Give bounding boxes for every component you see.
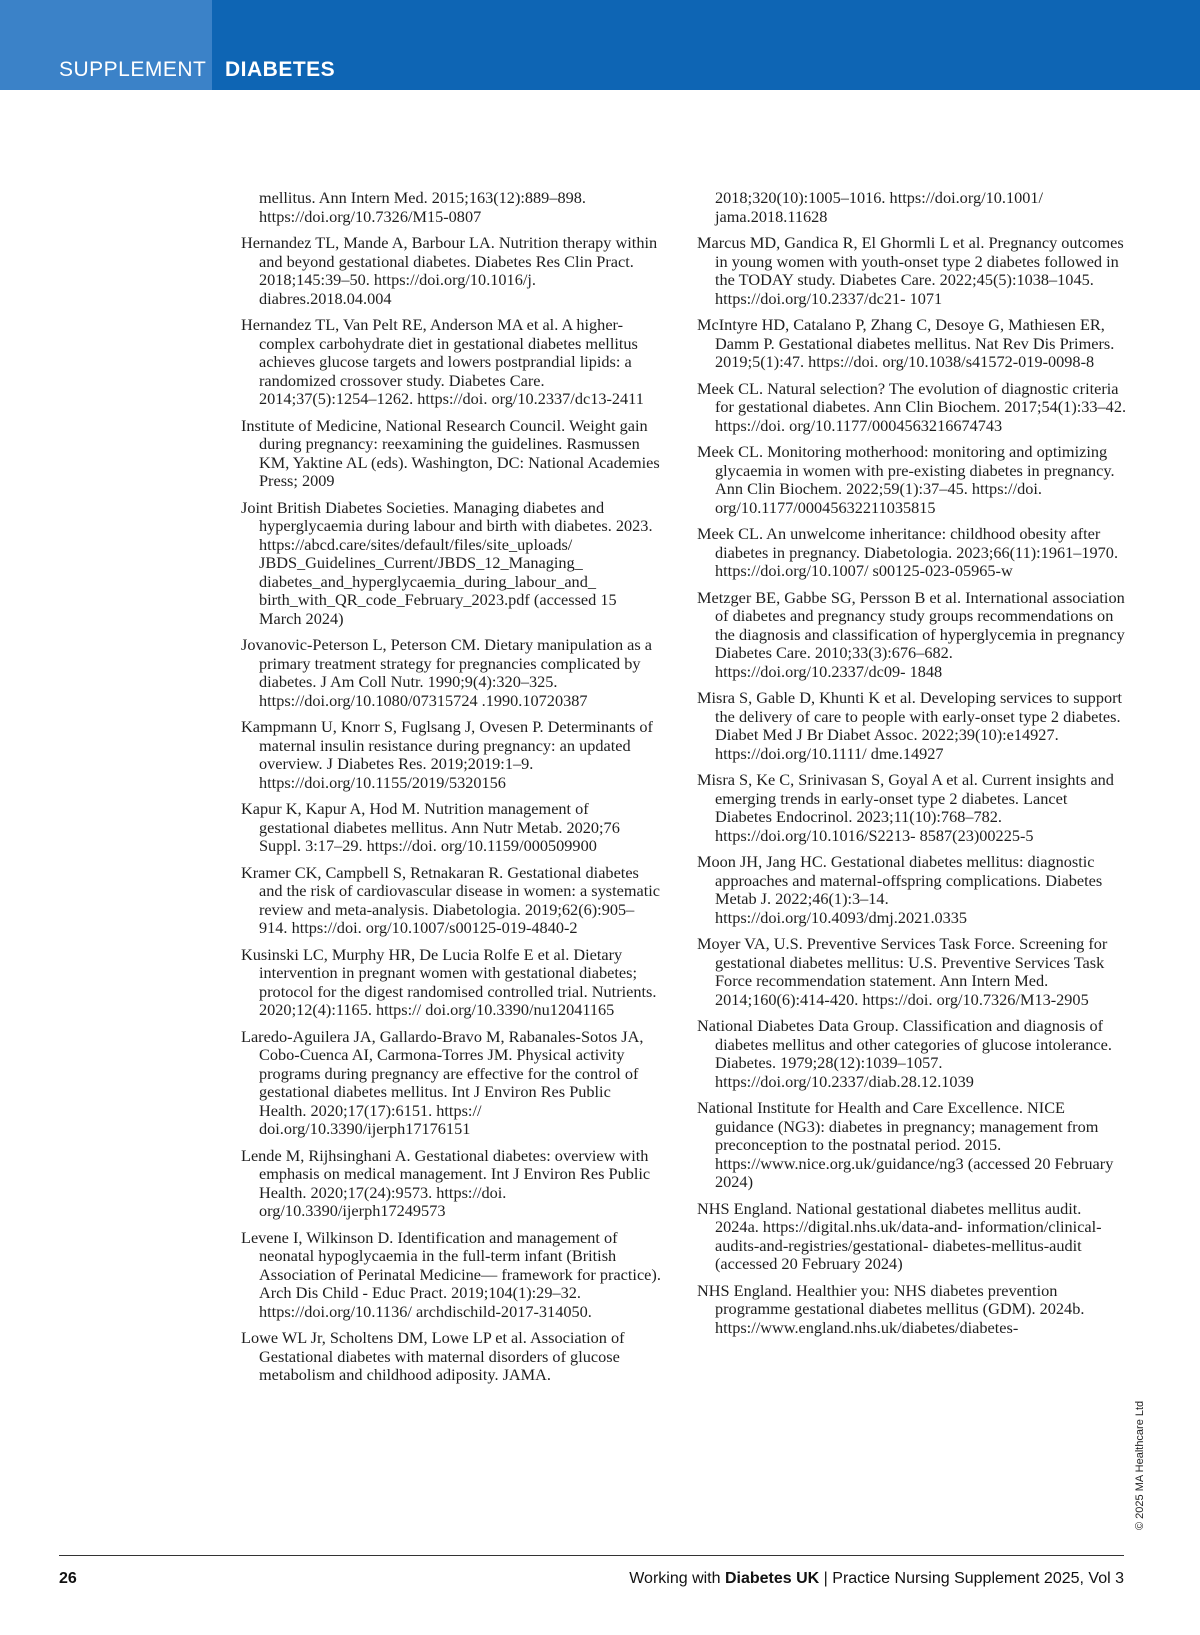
reference-item: National Diabetes Data Group. Classification and diagnosis of diabetes mellitus and other categories of glucose intolerance. Diabetes. 1979;28(12):1039–1057. https://doi.org/10.2337/diab.28.12.1039 [697,1016,1112,1091]
footer-brand: Diabetes UK [724,1570,820,1587]
page-number: 26 [59,1570,77,1587]
reference-item: Jovanovic-Peterson L, Peterson CM. Dietary manipulation as a primary treatment strategy for pregnancies complicated by diabetes. J Am Coll Nutr. 1990;9(4):320–325. https://doi.org/10.1080/07315724 .1990.10720387 [241,635,653,710]
reference-item: Meek CL. Natural selection? The evolution of diagnostic criteria for gestational diabetes. Ann Clin Biochem. 2017;54(1):33–42. https://doi. org/10.1177/0004563216674743 [697,378,1127,435]
reference-item: Kusinski LC, Murphy HR, De Lucia Rolfe E et al. Dietary intervention in pregnant women with gestational diabetes; protocol for the digest randomised controlled trial. Nutrients. 2020;12(4):1165. https:// doi.org/10.3390/nu12041165 [241,944,657,1019]
reference-item: Misra S, Ke C, Srinivasan S, Goyal A et al. Current insights and emerging trends in early-onset type 2 diabetes. Lancet Diabetes Endocrinol. 2023;11(10):768–782. https://doi.org/10.1016/S2213- 8587(23)00225-5 [697,770,1114,845]
reference-item: Metzger BE, Gabbe SG, Persson B et al. International association of diabetes and pregnancy study groups recommendations on the diagnosis and classification of hyperglycemia in pregnancy Diabetes Care. 2010;33(3):676–682. https://doi.org/10.2337/dc09- 1848 [697,587,1125,681]
reference-item: Marcus MD, Gandica R, El Ghormli L et al. Pregnancy outcomes in young women with youth-onset type 2 diabetes followed in the TODAY study. Diabetes Care. 2022;45(5):1038–1045. https://doi.org/10.2337/dc21- 1071 [697,233,1124,308]
references-column-left [241,189,661,1393]
reference-item: Misra S, Gable D, Khunti K et al. Developing services to support the delivery of care to people with early-onset type 2 diabetes. Diabet Med J Br Diabet Assoc. 2022;39(10):e14927. https://doi.org/10.1111/ dme.14927 [697,688,1123,763]
reference-item: National Institute for Health and Care Excellence. NICE guidance (NG3): diabetes in pregnancy; management from preconception to the postnatal period. 2015. https://www.nice.org.uk/guidance/ng3 (accessed 20 February 2024) [697,1098,1114,1191]
footer-prefix: Working with [629,1570,725,1587]
references-column-right [697,189,1127,1345]
reference-item: Meek CL. Monitoring motherhood: monitoring and optimizing glycaemia in women with pre-existing diabetes in pregnancy. Ann Clin Biochem. 2022;59(1):37–45. https://doi. org/10.1177/00045632211035815 [697,442,1115,517]
reference-item: Kapur K, Kapur A, Hod M. Nutrition management of gestational diabetes mellitus. Ann Nutr Metab. 2020;76 Suppl. 3:17–29. https://doi. org/10.1159/000509900 [241,799,620,855]
footer-divider [59,1555,1124,1556]
reference-item: Meek CL. An unwelcome inheritance: childhood obesity after diabetes in pregnancy. Diabetologia. 2023;66(11):1961–1970. https://doi.org/10.1007/ s00125-023-05965-w [697,524,1119,580]
reference-item: Moon JH, Jang HC. Gestational diabetes mellitus: diagnostic approaches and maternal-offspring complications. Diabetes Metab J. 2022;46(1):3–14. https://doi.org/10.4093/dmj.2021.0335 [697,852,1103,927]
reference-item: Kramer CK, Campbell S, Retnakaran R. Gestational diabetes and the risk of cardiovascular disease in women: a systematic review and meta-analysis. Diabetologia. 2019;62(6):905–914. https://doi. org/10.1007/s00125-019-4840-2 [241,862,661,937]
header-topic-label: DIABETES [225,58,336,81]
reference-item: Hernandez TL, Van Pelt RE, Anderson MA et al. A higher-complex carbohydrate diet in gestational diabetes mellitus achieves glucose targets and lowers postprandial lipids: a randomized crossover study. Diabetes Care. 2014;37(5):1254–1262. https://doi. org/10.2337/dc13-2411 [241,315,644,408]
reference-item: Levene I, Wilkinson D. Identification and management of neonatal hypoglycaemia in the full-term infant (British Association of Perinatal Medicine— framework for practice). Arch Dis Child - Educ Pract. 2019;104(1):29–32. https://doi.org/10.1136/ archdischild-2017-314050. [241,1227,661,1321]
reference-item: 2018;320(10):1005–1016. https://doi.org/10.1001/ jama.2018.11628 [715,188,1044,226]
reference-item: Moyer VA, U.S. Preventive Services Task Force. Screening for gestational diabetes mellitus: U.S. Preventive Services Task Force recommendation statement. Ann Intern Med. 2014;160(6):414-420. https://doi. org/10.7326/M13-2905 [697,934,1108,1009]
reference-item: Laredo-Aguilera JA, Gallardo-Bravo M, Rabanales-Sotos JA, Cobo-Cuenca AI, Carmona-Torres JM. Physical activity programs during pregnancy are effective for the control of gestational diabetes mellitus. Int J Environ Res Public Health. 2020;17(17):6151. https:// doi.org/10.3390/ijerph17176151 [241,1026,644,1138]
reference-item: McIntyre HD, Catalano P, Zhang C, Desoye G, Mathiesen ER, Damm P. Gestational diabetes mellitus. Nat Rev Dis Primers. 2019;5(1):47. https://doi. org/10.1038/s41572-019-0098-8 [697,315,1115,371]
copyright-notice: © 2025 MA Healthcare Ltd [1134,1400,1146,1530]
reference-item: Kampmann U, Knorr S, Fuglsang J, Ovesen P. Determinants of maternal insulin resistance during pregnancy: an updated overview. J Diabetes Res. 2019;2019:1–9. https://doi.org/10.1155/2019/5320156 [241,717,653,792]
page-header [0,0,1200,90]
reference-item: NHS England. Healthier you: NHS diabetes prevention programme gestational diabetes mellitus (GDM). 2024b. https://www.england.nhs.uk/diabetes/diabetes- [697,1280,1085,1337]
reference-item: Lende M, Rijhsinghani A. Gestational diabetes: overview with emphasis on medical management. Int J Environ Res Public Health. 2020;17(24):9573. https://doi. org/10.3390/ijerph17249573 [241,1145,651,1220]
reference-item: Joint British Diabetes Societies. Managing diabetes and hyperglycaemia during labour and birth with diabetes. 2023. https://abcd.care/sites/default/files/site_uploads/ JBDS_Guidelines_Current/JBDS_12_Managing_ diabetes_and_hyperglycaemia_during_labour_and_ birth_with_QR_code_February_2023.pdf (accessed 15 March 2024) [241,497,653,628]
reference-item: Lowe WL Jr, Scholtens DM, Lowe LP et al. Association of Gestational diabetes with maternal disorders of glucose metabolism and childhood adiposity. JAMA. [241,1328,625,1384]
reference-item: NHS England. National gestational diabetes mellitus audit. 2024a. https://digital.nhs.uk/data-and- information/clinical-audits-and-registries/gestational- diabetes-mellitus-audit (accessed 20 February 2024) [697,1198,1102,1273]
header-section-label: SUPPLEMENT [59,58,207,81]
reference-item: Institute of Medicine, National Research Council. Weight gain during pregnancy: reexamining the guidelines. Rasmussen KM, Yaktine AL (eds). Washington, DC: National Academies Press; 2009 [241,415,660,490]
reference-item: mellitus. Ann Intern Med. 2015;163(12):889–898. https://doi.org/10.7326/M15-0807 [259,188,586,226]
reference-item: Hernandez TL, Mande A, Barbour LA. Nutrition therapy within and beyond gestational diabetes. Diabetes Res Clin Pract. 2018;145:39–50. https://doi.org/10.1016/j. diabres.2018.04.004 [241,233,658,308]
footer-publication-line [629,1570,1124,1588]
footer-suffix: | Practice Nursing Supplement 2025, Vol 3 [819,1570,1124,1587]
